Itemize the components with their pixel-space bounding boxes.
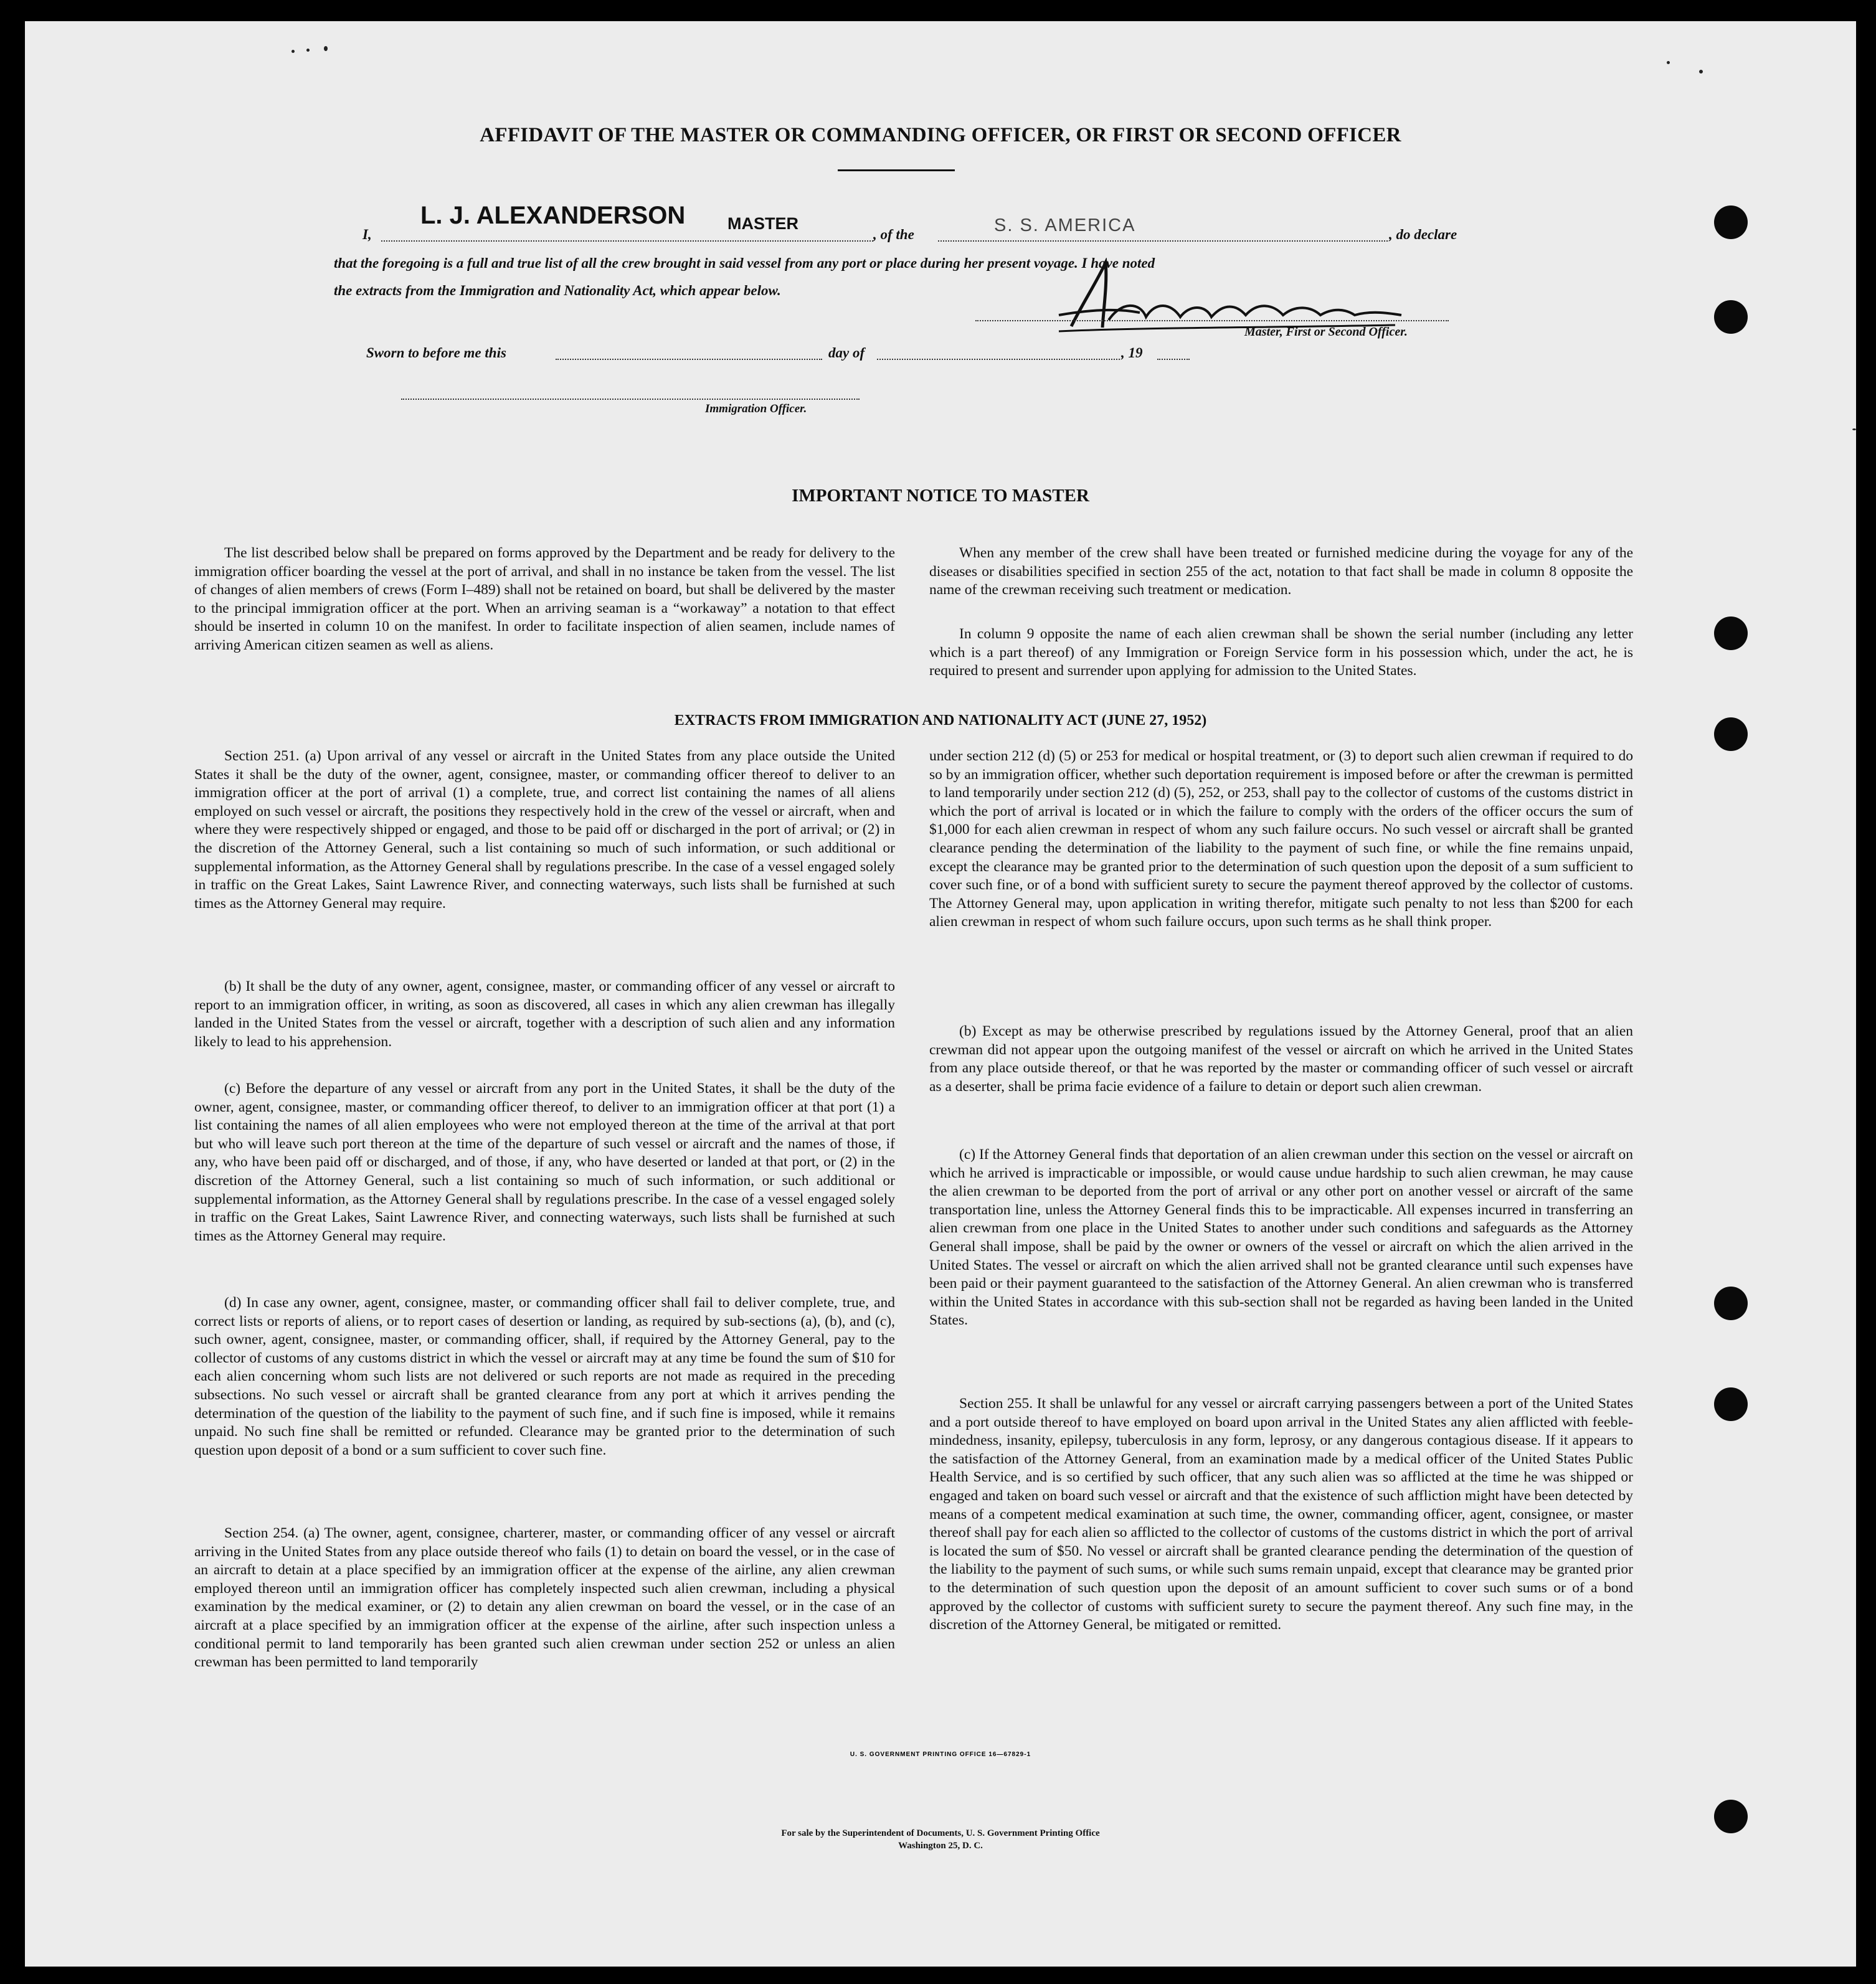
vessel-line	[938, 240, 1388, 242]
of-the-label: , of the	[873, 227, 914, 242]
year-label: , 19	[1121, 345, 1143, 361]
signature-caption: Master, First or Second Officer.	[1244, 325, 1408, 339]
punch-hole	[1714, 616, 1748, 650]
immigration-officer-line	[401, 399, 860, 400]
section-254-c: (c) If the Attorney General finds that deportation of an alien crewman under this section on the vessel or aircraft on which he arrived is impracticable or impossible, or would cause undue hardship to such alien crewman, he may cause the alien crewman to be deported from the port of arrival or any other port on another vessel or aircraft of the same transportation line, unless the Attorney General finds this to be impracticable. All expenses incurred in transferring an alien crewman from one place in the United States to another under such conditions and safeguards as the Attorney General shall impose, shall be paid by the owner or owners of the vessel or aircraft on which the alien arrived in the United States. The vessel or aircraft on which the alien arrived shall not be granted clearance until such expenses have been paid or their payment guaranteed to the satisfaction of the Attorney General. An alien crewman who is transferred within the United States in accordance with this sub-section shall not be regarded as having been landed in the United States.	[929, 1146, 1633, 1329]
sworn-label: Sworn to before me this	[366, 345, 506, 361]
affidavit-title: AFFIDAVIT OF THE MASTER OR COMMANDING OFFICER, OR FIRST OR SECOND OFFICER	[480, 124, 1401, 146]
section-254-a-continued: under section 212 (d) (5) or 253 for medical or hospital treatment, or (3) to deport such alien crewman if required to do so by an immigration officer, whether such deportation requirement is imposed before or after the crewman is permitted to land temporarily under section 212 (d) (5), 252, or 253, shall pay to the collector of customs of the customs district in which the port of arrival is located or in which the failure to comply with the orders of the officer occurs the sum of $1,000 for each alien crewman in respect of whom any such failure occurs. No such vessel or aircraft shall be granted clearance pending the determination of the liability to the payment of such fine, or while the fine remains unpaid, except the clearance may be granted prior to the determination of such question upon the deposit of a sum sufficient to cover such fine, or of a bond with sufficient surety to secure the payment thereof approved by the collector of customs. The Attorney General may, upon application in writing therefor, mitigate such penalty to not less than $200 for each alien crewman in respect of whom such failure occurs, upon such terms as he shall think proper.	[929, 748, 1633, 930]
extracts-title: EXTRACTS FROM IMMIGRATION AND NATIONALITY ACT (JUNE 27, 1952)	[674, 712, 1207, 729]
speck	[1699, 70, 1703, 73]
punch-hole	[1714, 1800, 1748, 1833]
punch-hole	[1714, 205, 1748, 239]
sale-notice-line-1: For sale by the Superintendent of Documents, U. S. Government Printing Office	[781, 1828, 1100, 1838]
speck	[1667, 61, 1670, 64]
sworn-year-line	[1157, 359, 1190, 360]
immigration-officer-label: Immigration Officer.	[705, 402, 807, 415]
section-255: Section 255. It shall be unlawful for any vessel or aircraft carrying passengers between a port of the United States and a port outside thereof to have employed on board upon arrival in the United States any alien afflicted with feeble-mindedness, insanity, epilepsy, tuberculosis in any form, leprosy, or any dangerous contagious disease. If it appears to the satisfaction of the Attorney General, from an examination made by a medical officer of the United States Public Health Service, and is so certified by such officer, that any such alien was so afflicted at the time he was shipped or engaged and taken on board such vessel or aircraft and that the existence of such affliction might have been detected by means of a competent medical examination at such time, the owner, commanding officer, agent, consignee, or master thereof shall pay for each alien so afflicted to the collector of customs of the customs district in which the port of arrival is located the sum of $50. No vessel or aircraft shall be granted clearance pending the determination of the question of the liability to the payment of such sums, or while such sums remain unpaid, except that clearance may be granted prior to the determination of such question upon the deposit of an amount sufficient to cover such sums or of a bond approved by the collector of customs with sufficient surety to secure the payment thereof. Any such fine may, in the discretion of the Attorney General, be mitigated or remitted.	[929, 1396, 1633, 1633]
section-251-b: (b) It shall be the duty of any owner, agent, consignee, master, or commanding officer of any vessel or aircraft to report to an immigration officer, in writing, as soon as discovered, all cases in which any alien crewman has illegally landed in the United States from the vessel or aircraft, together with a description of such alien and any information likely to lead to his apprehension.	[194, 978, 895, 1050]
notice-right-paragraph-1: When any member of the crew shall have been treated or furnished medicine during the voyage for any of the diseases or disabilities specified in section 255 of the act, notation to that fact shall be made in column 8 opposite the name of the crewman receiving such treatment or medication.	[929, 545, 1633, 598]
punch-hole	[1714, 717, 1748, 751]
title-rule	[838, 169, 955, 171]
i-label: I,	[362, 227, 372, 242]
punch-hole	[1714, 1387, 1748, 1421]
statement-line-2: the extracts from the Immigration and Nationality Act, which appear below.	[334, 283, 781, 298]
speck	[324, 46, 328, 51]
name-line	[381, 240, 873, 242]
vessel-name: S. S. AMERICA	[994, 215, 1136, 235]
section-251-d: (d) In case any owner, agent, consignee, master, or commanding officer shall fail to deliver complete, true, and correct lists or reports of aliens, or to report cases of desertion or landing, as required by sub-sections (a), (b), and (c), such owner, agent, consignee, master, or commanding officer, shall, if required by the Attorney General, pay to the collector of customs of any customs district in which the vessel or aircraft may at any time be found the sum of $10 for each alien concerning whom such lists are not delivered or such reports are not made as required in the preceding subsections. No such vessel or aircraft shall be granted clearance from any port at which it arrives pending the determination of the question of the liability to the payment of such fine, and if such fine is imposed, while it remains unpaid. No such fine shall be remitted or refunded. Clearance may be granted prior to the determination of such question upon deposit of a bond or a sum sufficient to cover such fine.	[194, 1295, 895, 1458]
speck	[1852, 428, 1856, 430]
day-of-label: day of	[828, 345, 865, 361]
punch-hole	[1714, 300, 1748, 334]
notice-left-paragraph: The list described below shall be prepared on forms approved by the Department and be ready for delivery to the immigration officer boarding the vessel at the port of arrival, and shall in no instance be taken from the vessel. The list of changes of alien members of crews (Form I–489) shall not be retained on board, but shall be delivered by the master to the principal immigration officer at the port. When an arriving seaman is a “workaway” a notation to that effect should be inserted in column 10 on the manifest. In order to facilitate inspection of alien seamen, include names of arriving American citizen seamen as well as aliens.	[194, 545, 895, 653]
document-page	[25, 21, 1856, 1967]
sale-notice-line-2: Washington 25, D. C.	[898, 1841, 983, 1851]
speck	[306, 49, 310, 52]
notice-title: IMPORTANT NOTICE TO MASTER	[792, 486, 1089, 506]
printing-office-imprint: U. S. GOVERNMENT PRINTING OFFICE 16—67829-1	[850, 1751, 1031, 1758]
signature-line	[975, 320, 1449, 321]
sworn-day-line	[556, 359, 822, 360]
notice-right-paragraph-2: In column 9 opposite the name of each alien crewman shall be shown the serial number (including any letter which is a part thereof) of any Immigration or Foreign Service form in his possession which, under the act, he is required to present and surrender upon applying for admission to the United States.	[929, 626, 1633, 679]
sworn-month-line	[877, 359, 1120, 360]
speck	[291, 50, 295, 53]
section-251-a: Section 251. (a) Upon arrival of any vessel or aircraft in the United States from any place outside the United States it shall be the duty of the owner, agent, consignee, master, or commanding officer thereof to deliver to an immigration officer at the port of arrival (1) a complete, true, and correct list containing the names of all aliens employed on such vessel or aircraft, the positions they respectively hold in the crew of the vessel or aircraft, when and where they were respectively shipped or engaged, and those to be paid off or discharged in the port of arrival; or (2) in the discretion of the Attorney General, such a list containing so much of such information, or such additional or supplemental information, as the Attorney General shall by regulations prescribe. In the case of a vessel engaged solely in traffic on the Great Lakes, Saint Lawrence River, and connecting waterways, such lists shall be furnished at such times as the Attorney General may require.	[194, 748, 895, 912]
section-254-b: (b) Except as may be otherwise prescribed by regulations issued by the Attorney General, proof that an alien crewman did not appear upon the outgoing manifest of the vessel or aircraft on which he arrived in the United States from any place outside thereof, or that he was reported by the master or commanding officer of such vessel or aircraft as a deserter, shall be prima facie evidence of a failure to detain or deport such alien crewman.	[929, 1023, 1633, 1095]
do-declare-label: , do declare	[1389, 227, 1457, 242]
punch-hole	[1714, 1287, 1748, 1320]
section-254-a: Section 254. (a) The owner, agent, consignee, charterer, master, or commanding officer of any vessel or aircraft arriving in the United States from any place outside thereof who fails (1) to detain on board the vessel, or in the case of an aircraft to detain at a place specified by an immigration officer at the expense of the airline, any alien crewman employed thereon until an immigration officer has completely inspected such alien crewman, including a physical examination by the medical examiner, or (2) to detain any alien crewman on board the vessel, or in the case of an aircraft at a place specified by an immigration officer at the expense of the airline, after such inspection unless a conditional permit to land temporarily has been granted such alien crewman under section 252 or unless an alien crewman has been permitted to land temporarily	[194, 1525, 895, 1671]
master-rank: MASTER	[727, 214, 798, 233]
master-name: L. J. ALEXANDERSON	[420, 202, 686, 229]
statement-line-1: that the foregoing is a full and true list of all the crew brought in said vessel from any port or place during her present voyage. I have noted	[334, 255, 1155, 271]
section-251-c: (c) Before the departure of any vessel or aircraft from any port in the United States, it shall be the duty of the owner, agent, consignee, master, or commanding officer thereof, to deliver to an immigration officer at that port (1) a list containing the names of all alien employees who were not employed thereon at the time of the arrival at that port but who will leave such port thereon at the time of the departure of such vessel or aircraft and the names of those, if any, who have been paid off or discharged, and of those, if any, who have deserted or landed at that port, or (2) in the discretion of the Attorney General, such a list containing so much of such information, or such additional or supplemental information, as the Attorney General shall by regulations prescribe. In the case of a vessel engaged solely in traffic on the Great Lakes, Saint Lawrence River, and connecting waterways, such lists shall be furnished at such times as the Attorney General may require.	[194, 1080, 895, 1244]
